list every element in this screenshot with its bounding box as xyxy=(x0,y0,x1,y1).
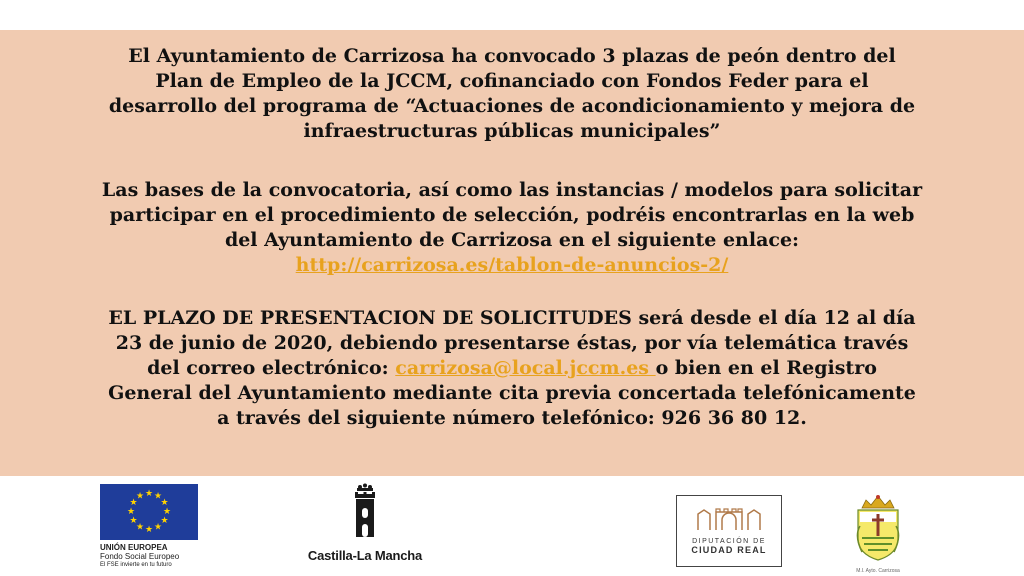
eu-title: UNIÓN EUROPEA xyxy=(100,543,168,552)
text-before-email: del correo electrónico: xyxy=(147,357,396,379)
paragraph-bases xyxy=(0,178,1024,278)
diputacion-line2: CIUDAD REAL xyxy=(691,545,767,555)
text-after-email: o bien en el Registro xyxy=(655,357,877,379)
text-line: Plan de Empleo de la JCCM, cofinanciado con Fondos Feder para el xyxy=(155,70,869,92)
svg-text:★: ★ xyxy=(135,522,145,533)
paragraph-job-offer xyxy=(0,44,1024,144)
coat-of-arms-icon xyxy=(848,494,908,564)
svg-text:★: ★ xyxy=(135,491,145,502)
tablon-link[interactable]: http://carrizosa.es/tablon-de-anuncios-2/ xyxy=(295,254,729,276)
text-line: El Ayuntamiento de Carrizosa ha convocado 3 plazas de peón dentro del xyxy=(128,45,896,67)
paragraph-deadline xyxy=(0,306,1024,431)
eu-slogan: El FSE invierte en tu futuro xyxy=(100,562,172,568)
svg-text:★: ★ xyxy=(153,522,163,533)
text-line: EL PLAZO DE PRESENTACION DE SOLICITUDES será desde el día 12 al día xyxy=(108,307,916,329)
text-line: a través del siguiente número telefónico: 926 36 80 12. xyxy=(217,407,807,429)
diputacion-ciudad-real-logo xyxy=(676,495,782,567)
svg-text:★: ★ xyxy=(153,491,163,502)
text-line: infraestructuras públicas municipales” xyxy=(303,120,721,142)
carrizosa-coat-of-arms xyxy=(846,494,910,574)
clm-name: Castilla-La Mancha xyxy=(307,548,423,563)
svg-text:★: ★ xyxy=(129,498,138,508)
svg-text:★: ★ xyxy=(160,516,169,526)
text-line: 23 de junio de 2020, debiendo presentarse éstas, por vía telemática través xyxy=(115,332,909,354)
svg-text:★: ★ xyxy=(144,489,154,499)
eu-logo xyxy=(100,484,210,576)
eu-fund: Fondo Social Europeo xyxy=(100,552,180,561)
text-line: desarrollo del programa de “Actuaciones de acondicionamiento y mejora de xyxy=(108,95,916,117)
text-line: del Ayuntamiento de Carrizosa en el siguiente enlace: xyxy=(224,229,800,251)
diputacion-building-icon xyxy=(694,502,764,532)
text-line: Las bases de la convocatoria, así como las instancias / modelos para solicitar xyxy=(101,179,923,201)
text-line-email xyxy=(0,356,1024,381)
eu-flag-icon xyxy=(100,484,198,540)
carrizosa-caption: M.I. Ayto. Carrizosa xyxy=(856,568,900,574)
svg-text:★: ★ xyxy=(160,498,169,508)
svg-text:★: ★ xyxy=(144,525,154,535)
text-line: General del Ayuntamiento mediante cita previa concertada telefónicamente xyxy=(108,382,916,404)
svg-text:★: ★ xyxy=(126,507,136,517)
castilla-la-mancha-logo xyxy=(300,482,430,572)
email-link[interactable]: carrizosa@local.jccm.es xyxy=(395,357,656,379)
clm-castle-icon xyxy=(347,482,383,542)
logos-bar xyxy=(0,476,1024,576)
svg-text:★: ★ xyxy=(129,516,138,526)
diputacion-line1: DIPUTACIÓN DE xyxy=(692,538,766,545)
svg-text:★: ★ xyxy=(162,507,172,517)
text-line: participar en el procedimiento de selección, podréis encontrarlas en la web xyxy=(109,204,915,226)
